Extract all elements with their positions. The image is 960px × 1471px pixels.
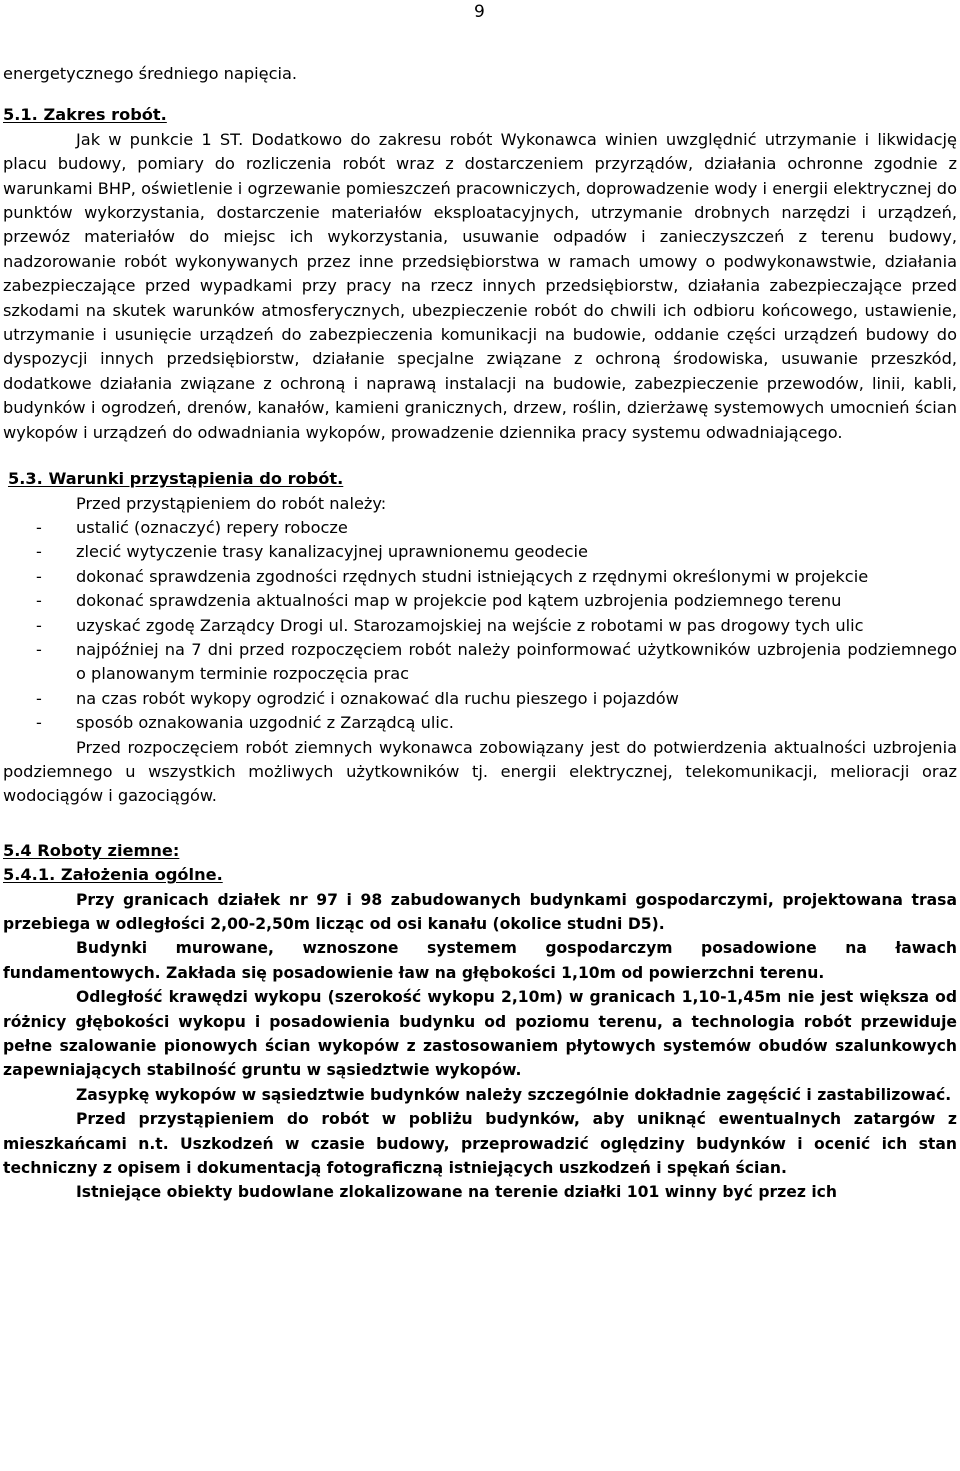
section-heading-5-4: 5.4 Roboty ziemne: <box>3 840 180 860</box>
bold-paragraph: Istniejące obiekty budowlane zlokalizowane na terenie działki 101 winny być przez ich <box>76 1183 838 1202</box>
bold-paragraph: Zasypkę wykopów w sąsiedztwie budynków należy szczególnie dokładnie zagęścić i zastabilizować. <box>76 1085 952 1104</box>
list-dash: - <box>36 542 42 562</box>
list-item <box>3 565 957 589</box>
bold-paragraph: Przy granicach działek nr 97 i 98 zabudowanych budynkami gospodarczymi, projektowana trasa przebiega w odległości 2,00-2,50m licząc od osi kanału (okolice studni D5). <box>3 890 957 933</box>
list-item-text: sposób oznakowania uzgodnić z Zarządcą ulic. <box>76 713 454 733</box>
list-dash: - <box>36 713 42 733</box>
list-dash: - <box>36 639 42 659</box>
list-item <box>3 589 957 613</box>
list-item-text: dokonać sprawdzenia aktualności map w projekcie pod kątem uzbrojenia podziemnego terenu <box>76 591 842 611</box>
page-number: 9 <box>474 2 485 22</box>
list-dash: - <box>36 688 42 708</box>
list-item-text: zlecić wytyczenie trasy kanalizacyjnej uprawnionemu geodecie <box>76 542 589 562</box>
section-5-4-1-body <box>3 888 957 1205</box>
list-item <box>3 711 957 735</box>
list-item <box>3 687 957 711</box>
list-item-text: ustalić (oznaczyć) repery robocze <box>76 517 348 537</box>
document-body <box>3 62 957 1205</box>
bold-paragraph: Odległość krawędzi wykopu (szerokość wykopu 2,10m) w granicach 1,10-1,45m nie jest większa od różnicy głębokości wykopu i posadowienia budynku od poziomu terenu, a technologia robót przewiduje pełne szalowanie pionowych ścian wykopów z zastosowaniem płytowych systemów obudów szalunkowych zapewniających stabilność gruntu w sąsiedztwie wykopów. <box>3 988 957 1080</box>
list-dash: - <box>36 566 42 586</box>
section-subheading-5-4-1: 5.4.1. Założenia ogólne. <box>3 865 223 885</box>
list-item-text: uzyskać zgodę Zarządcy Drogi ul. Starozamojskiej na wejście z robotami w pas drogowy tych ulic <box>76 615 864 635</box>
list-dash: - <box>36 517 42 537</box>
section-5-3-intro: Przed przystąpieniem do robót należy: <box>76 493 387 513</box>
list-item <box>3 540 957 564</box>
list-dash: - <box>36 591 42 611</box>
list-item-text: na czas robót wykopy ogrodzić i oznakować dla ruchu pieszego i pojazdów <box>76 688 679 708</box>
bold-paragraph: Przed przystąpieniem do robót w pobliżu budynków, aby uniknąć ewentualnych zatargów z mieszkańcami n.t. Uszkodzeń w czasie budowy, przeprowadzić oględziny budynków i ocenić ich stan techniczny z opisem i dokumentacją fotograficzną istniejących uszkodzeń i spękań ścian. <box>3 1110 957 1178</box>
list-item-text: najpóźniej na 7 dni przed rozpoczęciem robót należy poinformować użytkowników uzbrojenia podziemnego o planowanym terminie rozpoczęcia prac <box>76 639 957 684</box>
section-heading-5-1: 5.1. Zakres robót. <box>3 105 167 125</box>
list-item-text: dokonać sprawdzenia zgodności rzędnych studni istniejących z rzędnymi określonymi w projekcie <box>76 566 869 586</box>
section-heading-5-3: 5.3. Warunki przystąpienia do robót. <box>8 469 344 489</box>
lead-fragment: energetycznego średniego napięcia. <box>3 64 298 83</box>
list-item <box>3 638 957 687</box>
section-5-3-closing: Przed rozpoczęciem robót ziemnych wykonawca zobowiązany jest do potwierdzenia aktualności uzbrojenia podziemnego u wszystkich możliwych użytkowników tj. energii elektrycznej, telekomunikacji, melioracji oraz wodociągów i gazociągów. <box>3 737 957 806</box>
bold-paragraph: Budynki murowane, wznoszone systemem gospodarczym posadowione na ławach fundamentowych. Zakłada się posadowienie ław na głębokości 1,10m od powierzchni terenu. <box>3 939 957 982</box>
list-item <box>3 614 957 638</box>
requirements-list <box>3 516 957 736</box>
section-5-1-paragraph: Jak w punkcie 1 ST. Dodatkowo do zakresu robót Wykonawca winien uwzględnić utrzymanie i likwidację placu budowy, pomiary do rozliczenia robót wraz z dostarczeniem przyrządów, działania ochronne zgodnie z warunkami BHP, oświetlenie i ogrzewanie pomieszczeń pracowniczych, doprowadzenie wody i energii elektrycznej do punktów wykorzystania, dostarczenie materiałów eksploatacyjnych, utrzymanie drobnych narzędzi i urządzeń, przewóz materiałów do miejsc ich wykorzystania, usuwanie odpadów i zanieczyszczeń z terenu budowy, nadzorowanie robót wykonywanych przez inne przedsiębiorstwa w ramach umowy o podwykonawstwie, działania zabezpieczające przed wypadkami przy pracy na rzecz innych przedsiębiorstw, działania zabezpieczające przed szkodami na skutek warunków atmosferycznych, ubezpieczenie robót do chwili ich odbioru końcowego, ustawienie, utrzymanie i usunięcie urządzeń do zabezpieczenia komunikacji na budowie, oddanie części urządzeń budowy do dyspozycji innych przedsiębiorstw, działanie specjalne związane z ochroną środowiska, usuwanie przeszkód, dodatkowe działania związane z ochroną i naprawą instalacji na budowie, zabezpieczenie przewodów, linii, kabli, budynków i ogrodzeń, drenów, kanałów, kamieni granicznych, drzew, roślin, dzierżawę systemowych umocnień ścian wykopów i urządzeń do odwadniania wykopów, prowadzenie dziennika pracy systemu odwadniającego. <box>3 129 957 442</box>
list-item <box>3 516 957 540</box>
list-dash: - <box>36 615 42 635</box>
